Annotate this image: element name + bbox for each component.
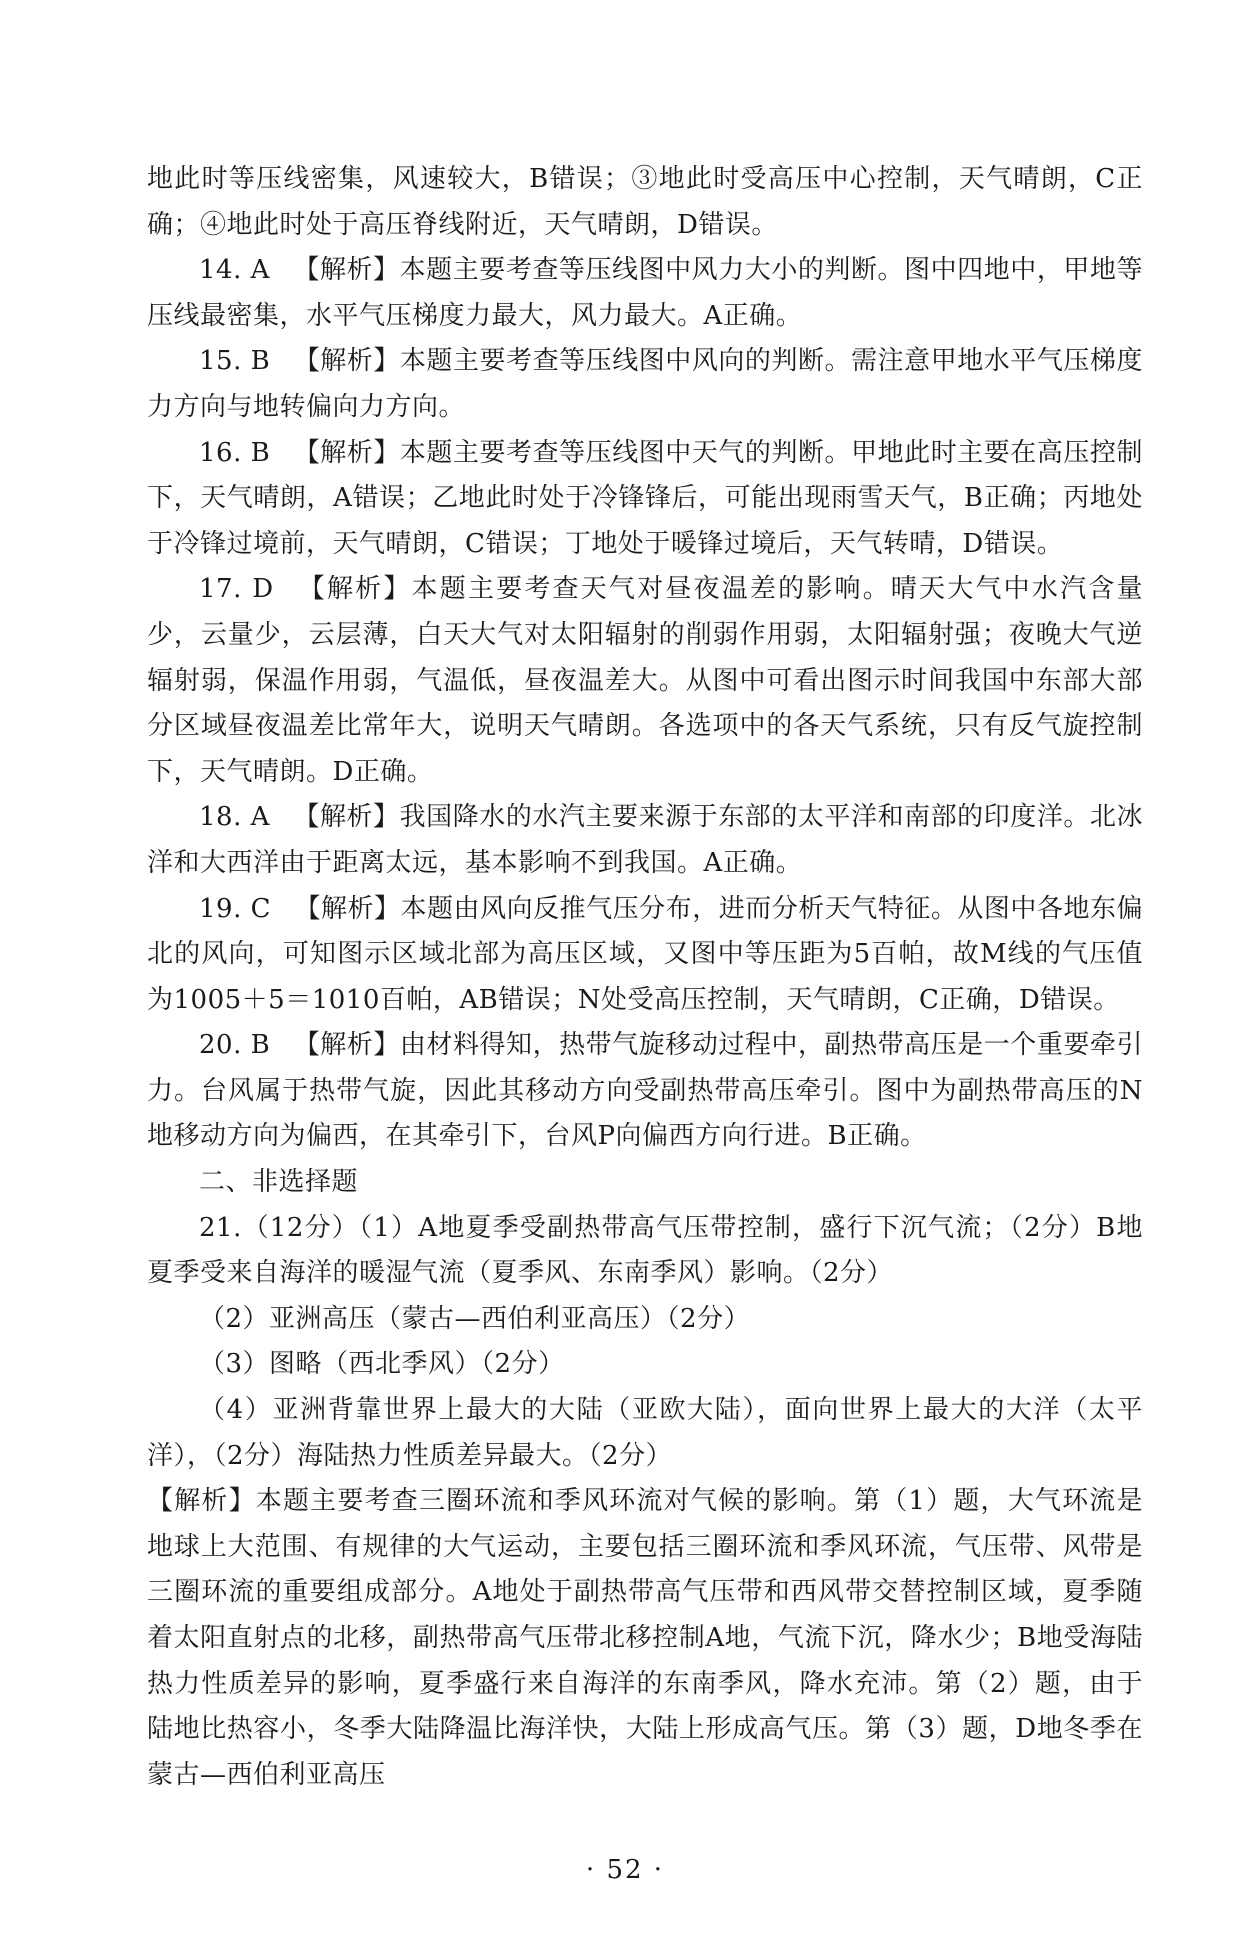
paragraph-text: （12分）（1）A地夏季受副热带高气压带控制，盛行下沉气流；（2分）B地夏季受来自海洋的暖湿气流（夏季风、东南季风）影响。（2分）: [147, 1212, 1143, 1289]
question-number: 14. A: [199, 255, 270, 286]
paragraph-text: 本题主要考查等压线图中天气的判断。甲地此时主要在高压控制下，天气晴朗，A错误；乙地此时处于冷锋锋后，可能出现雨雪天气，B正确；丙地处于冷锋过境前，天气晴朗，C错误；丁地处于暖锋过境后，天气转晴，D错误。: [147, 437, 1143, 559]
paragraph-q21: [147, 1206, 1143, 1297]
paragraph-q18: [147, 795, 1143, 886]
paragraph-text: 由材料得知，热带气旋移动过程中，副热带高压是一个重要牵引力。台风属于热带气旋，因此其移动方向受副热带高压牵引。图中为副热带高压的N地移动方向为偏西，在其牵引下，台风P向偏西方向行进。B正确。: [147, 1030, 1143, 1152]
paragraph-text: 本题由风向反推气压分布，进而分析天气特征。从图中各地东偏北的风向，可知图示区域北部为高压区域，又图中等压距为5百帕，故M线的气压值为1005＋5＝1010百帕，AB错误；N处受高压控制，天气晴朗，C正确，D错误。: [147, 893, 1143, 1015]
analysis-tag: 【解析】: [293, 437, 400, 468]
paragraph-q20: [147, 1023, 1143, 1160]
section-heading-non-choice: [147, 1160, 1143, 1206]
page-number: · 52 ·: [585, 1855, 665, 1885]
paragraph-q17: [147, 567, 1143, 795]
paragraph-text: 本题主要考查等压线图中风向的判断。需注意甲地水平气压梯度力方向与地转偏向力方向。: [147, 346, 1143, 422]
question-number: 20. B: [199, 1030, 271, 1061]
section-heading-text: 二、非选择题: [199, 1167, 359, 1198]
paragraph-q13-continuation: [147, 157, 1143, 248]
paragraph-text: 本题主要考查天气对昼夜温差的影响。晴天大气中水汽含量少，云量少，云层薄，白天大气对太阳辐射的削弱作用弱，太阳辐射强；夜晚大气逆辐射弱，保温作用弱，气温低，昼夜温差大。从图中可看出图示时间我国中东部大部分区域昼夜温差比常年大，说明天气晴朗。各选项中的各天气系统，只有反气旋控制下，天气晴朗。D正确。: [147, 574, 1143, 787]
paragraph-text: 地此时等压线密集，风速较大，B错误；③地此时受高压中心控制，天气晴朗，C正确；④地此时处于高压脊线附近，天气晴朗，D错误。: [147, 164, 1143, 240]
paragraph-text: （2）亚洲高压（蒙古—西伯利亚高压）（2分）: [199, 1303, 751, 1334]
paragraph-q21-analysis: [147, 1479, 1143, 1798]
question-number: 18. A: [199, 802, 270, 833]
analysis-tag: 【解析】: [293, 255, 400, 286]
analysis-tag: 【解析】: [293, 1030, 400, 1061]
paragraph-q21-part3: [147, 1342, 1143, 1388]
question-number: 15. B: [199, 346, 271, 377]
paragraph-text: （4）亚洲背靠世界上最大的大陆（亚欧大陆），面向世界上最大的大洋（太平洋），（2分）海陆热力性质差异最大。（2分）: [147, 1395, 1143, 1471]
question-number: 16. B: [199, 437, 271, 468]
analysis-tag: 【解析】: [294, 893, 401, 924]
analysis-tag: 【解析】: [297, 574, 412, 605]
paragraph-text: 本题主要考查三圈环流和季风环流对气候的影响。第（1）题，大气环流是地球上大范围、有规律的大气运动，主要包括三圈环流和季风环流，气压带、风带是三圈环流的重要组成部分。A地处于副热带高气压带和西风带交替控制区域，夏季随着太阳直射点的北移，副热带高气压带北移控制A地，气流下沉，降水少；B地受海陆热力性质差异的影响，夏季盛行来自海洋的东南季风，降水充沛。第（2）题，由于陆地比热容小，冬季大陆降温比海洋快，大陆上形成高气压。第（3）题，D地冬季在蒙古—西伯利亚高压: [147, 1486, 1143, 1790]
answer-text-block: [147, 157, 1143, 1798]
question-number: 19. C: [199, 893, 272, 924]
question-number: 17. D: [199, 574, 274, 605]
analysis-tag: 【解析】: [147, 1486, 256, 1517]
paragraph-q15: [147, 339, 1143, 430]
analysis-tag: 【解析】: [293, 346, 400, 377]
paragraph-text: （3）图略（西北季风）（2分）: [199, 1349, 565, 1380]
paragraph-text: 本题主要考查等压线图中风力大小的判断。图中四地中，甲地等压线最密集，水平气压梯度力最大，风力最大。A正确。: [147, 255, 1143, 331]
paragraph-q16: [147, 431, 1143, 568]
analysis-tag: 【解析】: [293, 802, 400, 833]
paragraph-text: 我国降水的水汽主要来源于东部的太平洋和南部的印度洋。北冰洋和大西洋由于距离太远，基本影响不到我国。A正确。: [147, 802, 1143, 878]
paragraph-q14: [147, 248, 1143, 339]
paragraph-q21-part2: [147, 1297, 1143, 1343]
question-number: 21.: [199, 1212, 242, 1243]
paragraph-q19: [147, 887, 1143, 1024]
paragraph-q21-part4: [147, 1388, 1143, 1479]
